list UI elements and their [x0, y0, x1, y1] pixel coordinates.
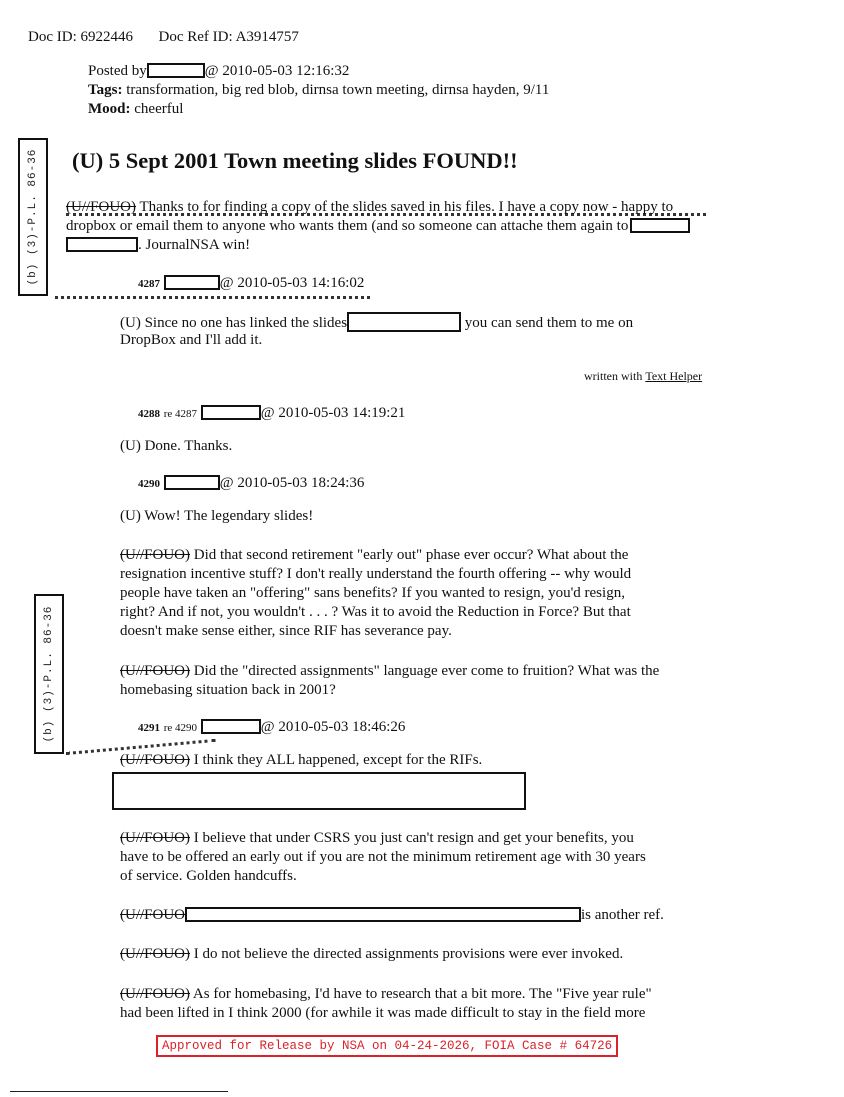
comment-4291-p2-l3: of service. Golden handcuffs. — [120, 868, 297, 884]
classification-marking: (U//FOUO) — [120, 986, 190, 1002]
redaction-box — [201, 719, 261, 734]
comment-id: 4288 — [138, 408, 160, 420]
comment-4290-p1: (U) Wow! The legendary slides! — [120, 508, 314, 524]
approved-release-stamp: Approved for Release by NSA on 04-24-2026, FOIA Case # 64726 — [156, 1035, 618, 1057]
classification-marking: (U//FOUO) — [120, 830, 190, 846]
redaction-box — [164, 475, 220, 490]
comment-id: 4287 — [138, 278, 160, 290]
post-title: (U) 5 Sept 2001 Town meeting slides FOUND!! — [72, 148, 518, 173]
classification-marking: (U//FOUO) — [120, 663, 190, 679]
comment-4290-p3-l2: homebasing situation back in 2001? — [120, 682, 336, 698]
redaction-box — [347, 312, 461, 332]
post-body-line-3: . JournalNSA win! — [66, 236, 250, 256]
post-body-line-1: (U//FOUO) Thanks to for finding a copy of the slides saved in his files. I have a copy now - happy to — [66, 199, 674, 215]
comment-4288-text: (U) Done. Thanks. — [120, 438, 233, 454]
redaction-box — [66, 237, 138, 252]
tags-value: transformation, big red blob, dirnsa town meeting, dirnsa hayden, 9/11 — [122, 82, 550, 98]
comment-4290-p2-l2: resignation incentive stuff? I don't really understand the fourth offering -- why would — [120, 566, 632, 582]
redaction-box — [164, 275, 220, 290]
post-body-line-2: dropbox or email them to anyone who wants them (and so someone can attache them again to — [66, 217, 690, 237]
comment-header-4287 — [138, 274, 364, 295]
comment-4287-line-2: DropBox and I'll add it. — [120, 332, 263, 348]
redaction-box — [185, 907, 581, 922]
mood-value: cheerful — [130, 101, 184, 117]
mood-line — [88, 100, 183, 120]
redaction-box-large — [112, 772, 526, 810]
redaction-box — [630, 218, 690, 233]
redaction-box — [201, 405, 261, 420]
doc-id-header — [28, 28, 299, 48]
comment-reply-ref: re 4287 — [163, 408, 198, 420]
comment-4290-p2-l5: doesn't make sense either, since RIF has severance pay. — [120, 623, 452, 639]
classification-marking: (U//FOUO) — [120, 752, 190, 768]
comment-timestamp: @ 2010-05-03 14:19:21 — [260, 405, 406, 421]
text-helper-link[interactable]: Text Helper — [645, 369, 703, 383]
comment-header-4291 — [138, 718, 405, 739]
comment-4290-p2-l1: (U//FOUO) Did that second retirement "early out" phase ever occur? What about the — [120, 547, 629, 563]
posted-by-line: Posted by @ 2010-05-03 12:16:32 — [88, 63, 350, 79]
doc-ref-id: Doc Ref ID: A3914757 — [158, 29, 299, 45]
comment-id: 4291 — [138, 722, 160, 734]
comment-reply-ref: re 4290 — [163, 722, 198, 734]
comment-4291-p5-l2: had been lifted in I think 2000 (for awhile it was made difficult to stay in the field more — [120, 1005, 646, 1021]
comment-timestamp: @ 2010-05-03 14:16:02 — [219, 275, 365, 291]
comment-header-4290 — [138, 474, 364, 495]
comment-4290-p2-l3: people have taken an "offering" sans benefits? If you wanted to resign, you'd resign, — [120, 585, 625, 601]
mood-label: Mood: — [88, 101, 131, 117]
comment-4291-p2-l2: have to be offered an early out if you are not the minimum retirement age with 30 years — [120, 849, 646, 865]
doc-id: Doc ID: 6922446 — [28, 29, 133, 45]
comment-timestamp: @ 2010-05-03 18:46:26 — [260, 719, 406, 735]
comment-4291-p5-l1: (U//FOUO) As for homebasing, I'd have to research that a bit more. The "Five year rule" — [120, 986, 652, 1002]
redaction-box — [147, 63, 205, 78]
comment-4291-p4: (U//FOUO) I do not believe the directed assignments provisions were ever invoked. — [120, 946, 624, 962]
tags-line — [88, 81, 549, 101]
comment-4287-line-1: (U) Since no one has linked the slides you can send them to me on — [120, 312, 633, 334]
exemption-stamp-top: (b) (3)-P.L. 86-36 — [18, 138, 48, 296]
classification-marking: (U//FOUO) — [66, 199, 136, 215]
classification-marking: (U//FOUO) — [120, 547, 190, 563]
comment-timestamp: @ 2010-05-03 18:24:36 — [219, 475, 365, 491]
tags-label: Tags: — [88, 82, 123, 98]
post-timestamp: @ 2010-05-03 12:16:32 — [204, 63, 350, 79]
comment-id: 4290 — [138, 478, 160, 490]
classification-marking: (U//FOUO) — [120, 946, 190, 962]
footer-rule — [10, 1091, 228, 1092]
classification-marking: (U//FOUO — [120, 907, 186, 923]
comment-header-4288 — [138, 404, 405, 425]
comment-4291-p3: (U//FOUO is another ref. — [120, 907, 664, 923]
written-with-line: written with Text Helper — [584, 369, 703, 383]
exemption-stamp-bottom: (b) (3)-P.L. 86-36 — [34, 594, 64, 754]
comment-4291-p2-l1: (U//FOUO) I believe that under CSRS you just can't resign and get your benefits, you — [120, 830, 634, 846]
comment-4290-p2-l4: right? And if not, you wouldn't . . . ? Was it to avoid the Reduction in Force? But that — [120, 604, 631, 620]
comment-4290-p3-l1: (U//FOUO) Did the "directed assignments" language ever come to fruition? What was the — [120, 663, 660, 679]
comment-4291-p1: (U//FOUO) I think they ALL happened, except for the RIFs. — [120, 752, 483, 768]
dotted-connector — [55, 296, 370, 299]
